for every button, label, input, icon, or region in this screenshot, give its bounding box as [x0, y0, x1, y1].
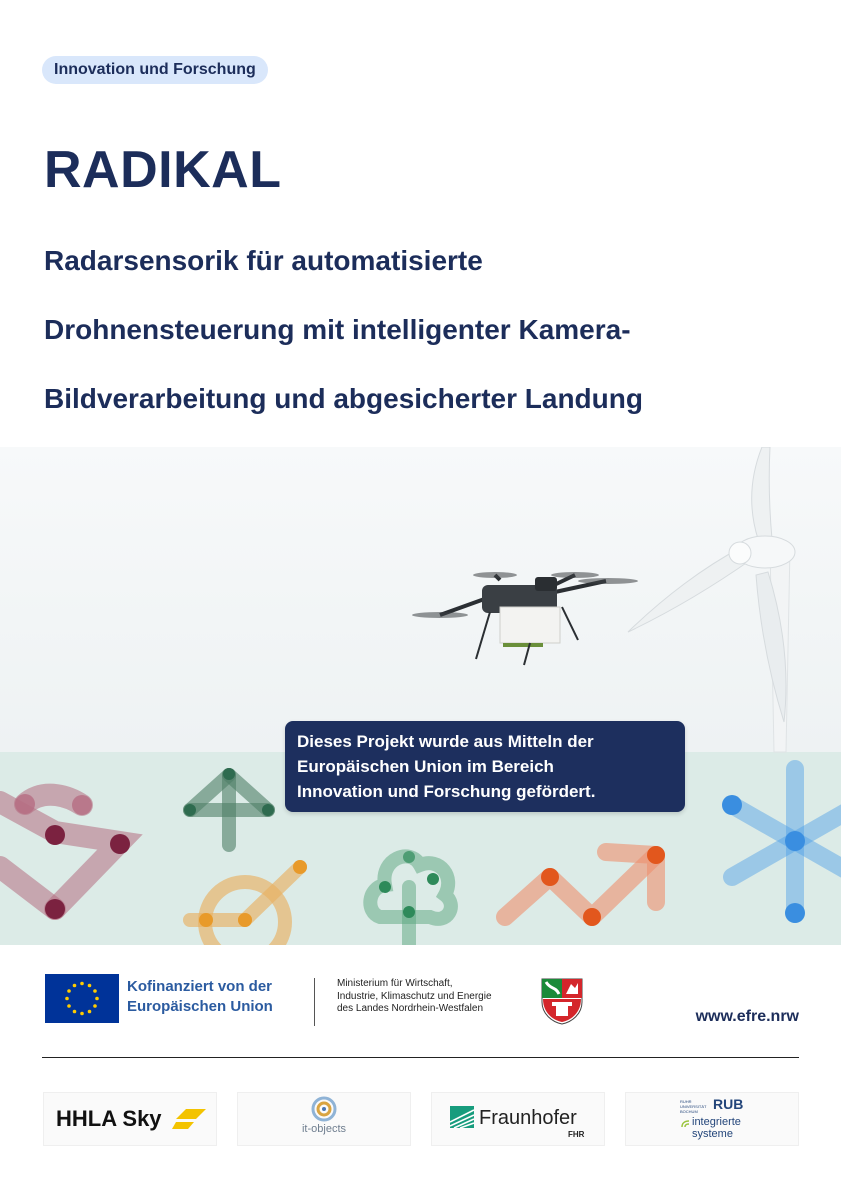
arrows-icon [190, 775, 268, 845]
eu-star-icon [93, 989, 97, 993]
eu-star-icon [65, 997, 69, 1001]
it-objects-name: it-objects [301, 1123, 347, 1135]
notice-line: Innovation und Forschung gefördert. [297, 782, 596, 801]
target-icon [190, 867, 300, 945]
ministry-line: des Landes Nordrhein-Westfalen [337, 1003, 484, 1014]
subtitle-line: Drohnensteuerung mit intelligenter Kamera- [44, 314, 631, 345]
ministry-line: Industrie, Klimaschutz und Energie [337, 990, 492, 1002]
subtitle-line: Radarsensorik für automatisierte [44, 245, 483, 276]
horizontal-rule [42, 1057, 799, 1058]
eu-text-line: Europäischen Union [127, 998, 273, 1015]
tree-icon [370, 856, 451, 945]
rub-line-1: integrierte [692, 1116, 741, 1128]
hhla-sky-name: HHLA Sky [56, 1106, 162, 1131]
eu-star-icon [73, 1010, 77, 1014]
eu-star-icon [80, 982, 84, 986]
it-objects-swirl-icon [310, 1096, 338, 1122]
drone-icon [412, 572, 638, 665]
wind-turbine-icon [628, 447, 795, 752]
funding-notice [285, 721, 685, 812]
page-title: RADIKAL [44, 141, 282, 199]
rub-university-name [680, 1099, 710, 1114]
it-objects-logo [237, 1092, 411, 1146]
eu-star-icon [95, 997, 99, 1001]
rub-small-line: RUHR [680, 1099, 692, 1104]
eu-star-icon [93, 1004, 97, 1008]
hhla-sky-logo [43, 1092, 217, 1146]
eu-star-icon [67, 1004, 71, 1008]
eu-star-icon [80, 1012, 84, 1016]
eu-star-icon [88, 984, 92, 988]
hero-illustration [0, 447, 841, 945]
fraunhofer-unit: FHR [568, 1130, 585, 1139]
rub-small-line: BOCHUM [680, 1109, 698, 1114]
fraunhofer-mark-icon [450, 1106, 474, 1128]
eu-text-line: Kofinanziert von der [127, 978, 273, 995]
signal-wave-icon [680, 1119, 692, 1129]
logo-divider [314, 978, 315, 1026]
trend-arrow-icon [505, 852, 656, 917]
rub-line-2: systeme [692, 1128, 733, 1140]
subtitle [44, 226, 804, 433]
fraunhofer-logo [431, 1092, 605, 1146]
hhla-sky-mark-icon [172, 1107, 208, 1131]
website-link[interactable]: www.efre.nrw [695, 1008, 799, 1025]
rub-integrierte-systeme-logo [625, 1092, 799, 1146]
ministry-text [337, 978, 492, 1016]
notice-line: Europäischen Union im Bereich [297, 757, 554, 776]
hero-image [0, 447, 841, 945]
fraunhofer-name: Fraunhofer [479, 1107, 577, 1129]
ministry-line: Ministerium für Wirtschaft, [337, 978, 453, 989]
eu-cofunding-text [127, 977, 273, 1017]
eu-star-icon [67, 989, 71, 993]
eu-flag-icon [45, 974, 119, 1023]
nrw-crest-icon [537, 976, 587, 1026]
rub-small-line: UNIVERSITÄT [680, 1104, 707, 1109]
subtitle-line: Bildverarbeitung und abgesicherter Landung [44, 383, 643, 414]
category-tag: Innovation und Forschung [42, 56, 268, 84]
notice-line: Dieses Projekt wurde aus Mitteln der [297, 732, 594, 751]
heart-icon [0, 795, 120, 909]
eu-star-icon [73, 984, 77, 988]
eu-star-icon [88, 1010, 92, 1014]
rub-name: RUB [713, 1096, 744, 1112]
